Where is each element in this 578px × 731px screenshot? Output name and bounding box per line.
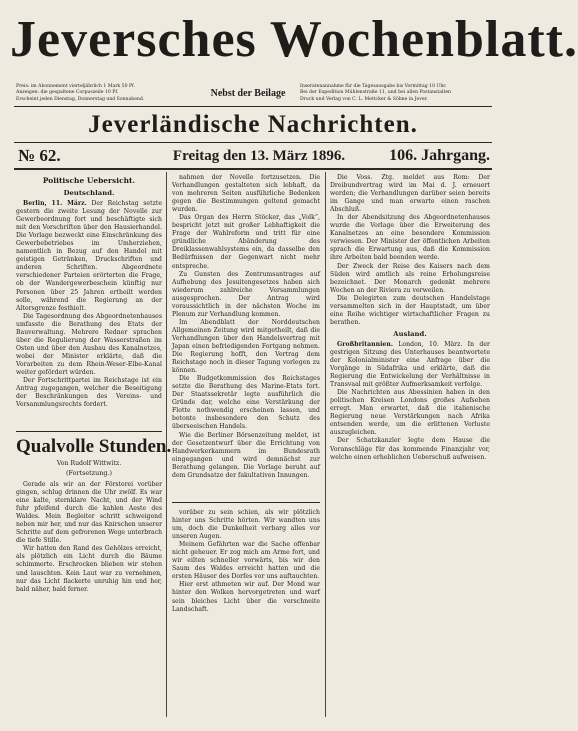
article-text: London, 10. März. In der gestrigen Sitzung des Unterhauses beantwortete der Kolonialminister eine Anfrage über die Vorgänge in Südafrika und erklärte, daß die Regierung die Entwickelung der Verhältnisse in Transvaal mit größter Aufmerksamkeit verfolge.: [330, 340, 490, 389]
divider: [16, 431, 162, 432]
rule-top: [14, 106, 492, 107]
article-paragraph: [330, 341, 490, 389]
column-3: [330, 174, 490, 714]
article-paragraph: In der Abendsitzung des Abgeordnetenhauses wurde die Vorlage über die Erweiterung des Kanalnetzes an eine besondere Kommission verwiesen. Der Minister der öffentlichen Arbeiten sprach die Erwartung aus, daß die Kommission ihre Arbeiten bald beenden werde.: [330, 214, 490, 262]
section-heading: Politische Uebersicht.: [42, 176, 136, 185]
article-paragraph: [16, 200, 162, 313]
article-paragraph: Die Delegirten zum deutschen Handelstage versammelten sich in der Hauptstadt, um über eine Reihe wichtiger wirtschaftlicher Fragen zu berathen.: [330, 294, 490, 326]
country-heading: Großbritannien.: [337, 340, 394, 348]
masthead-left-line: Anzeigen: die gespaltene Corpuszeile 10 Pf.: [16, 90, 119, 96]
masthead-center: Nebst der Beilage: [210, 88, 286, 99]
article-paragraph: Der Fortschrittpartei im Reichstage ist ein Antrag zugegangen, welcher die Beseitigung der Beschränkungen des Vereins- und Versammlungsrechts fordert.: [16, 377, 162, 409]
article-paragraph: Der Schatzkanzler legte dem Hause die Voranschläge für das kommende Finanzjahr vor, welche einen erheblichen Ueberschuß aufweisen.: [330, 437, 490, 461]
article-paragraph: Die Nachrichten aus Abessinien haben in den politischen Kreisen Londons großes Aufsehen erregt. Man erwartet, daß die italienische Regierung neue Verstärkungen nach Afrika entsenden werde, um die erlittenen Verluste auszugleichen.: [330, 389, 490, 437]
article-paragraph: Das Organ des Herrn Stöcker, das „Volk“, bespricht jetzt mit großer Lebhaftigkeit die Frage der Wahlreform und tritt für eine gründliche Abänderung des Dreiklassenwahlsystems ein, da dasselbe den Bedürfnissen der Gegenwart nicht mehr entspreche.: [172, 214, 320, 270]
masthead-left-line: Preis: im Abonnement vierteljährlich 1 Mark 50 Pf.: [16, 84, 136, 89]
story-paragraph: vorüber zu sein schien, als wir plötzlich hinter uns Schritte hörten. Wir wandten uns um, doch die Dunkelheit verbarg alles vor unseren Augen.: [172, 509, 320, 541]
masthead-right-line: Bei der Expedition Mühlenstraße 11, und bei allen Postanstalten: [300, 90, 451, 96]
story-paragraph: Gerade als wir an der Försterei vorüber gingen, schlug drinnen die Uhr zwölf. Es war eine kalte, sternklare Nacht, und der Wind fuhr pfeifend durch die kahlen Aeste des Waldes. Mein Begleiter schritt schweigend neben mir her, und nur das Knirschen unserer Schritte auf dem gefrorenen Wege unterbrach die tiefe Stille.: [16, 481, 162, 545]
issue-year: 106. Jahrgang.: [389, 147, 490, 164]
masthead-left-line: Erscheint jeden Dienstag, Donnerstag und Sonnabend.: [16, 96, 145, 102]
section-subheading: Ausland.: [393, 329, 427, 338]
issue-info: [14, 146, 492, 166]
article-text: Der Reichstag setzte gestern die zweite Lesung der Novelle zur Gewerbeordnung fort und beschäftigte sich mit den Vorschriften über den Hausierhandel. Die Vorlage bezweckt eine Einschränkung des Gewerbebetriebes im Umherziehen, namentlich in Bezug auf den Handel mit geistigen Getränken, Druckschriften und anderen Schriften. Abgeordnete verschiedener Parteien erörterten die Frage, ob der Wandergewerbeschein künftig nur Personen über 25 Jahren ertheilt werden solle, während die Regierung an der Altersgrenze festhielt.: [16, 200, 162, 312]
column-2: [172, 174, 320, 714]
masthead-left-info: [16, 84, 192, 103]
column-rule: [325, 172, 326, 717]
article-paragraph: Im Abendblatt der Norddeutschen Allgemeinen Zeitung wird mitgetheilt, daß die Verhandlungen über den Handelsvertrag mit Japan einen befriedigenden Fortgang nehmen. Die Regierung hofft, den Vertrag dem Reichstage noch in dieser Tagung vorlegen zu können.: [172, 318, 320, 375]
story-paragraph: Meinem Gefährten war die Sache offenbar nicht geheuer. Er zog mich am Arme fort, und wir eilten schneller vorwärts, bis wir den Saum des Waldes erreicht hatten und die ersten Häuser des Dorfes vor uns auftauchten.: [172, 541, 320, 581]
column-2-story: [172, 509, 320, 614]
story-author: Von Rudolf Wittwitz.: [56, 460, 122, 467]
story-title: Qualvolle Stunden.: [16, 436, 172, 457]
section-subheading: Deutschland.: [63, 189, 115, 197]
masthead-right-line: Druck und Verlag von C. L. Mettcker & Söhne in Jever.: [300, 96, 428, 102]
article-paragraph: Wie die Berliner Börsenzeitung meldet, ist der Gesetzentwurf über die Errichtung von Handwerkerkammern im Bundesrath eingegangen und wird demnächst zur Berathung gelangen. Die Vorlage beruht auf dem Grundsatze der fakultativen Innungen.: [172, 431, 320, 479]
divider: [172, 502, 320, 503]
article-paragraph: Die Voss. Ztg. meldet aus Rom: Der Dreibundvertrag wird im Mai d. J. erneuert werden; die Verhandlungen darüber seien bereits im Gange und man erwarte einen raschen Abschluß.: [330, 174, 490, 214]
story-body: [16, 481, 162, 731]
story-paragraph: Wir hatten den Rand des Gehölzes erreicht, als plötzlich ein Licht durch die Bäume schimmerte. Erschrocken blieben wir stehen und lauschten. Kein Laut war zu vernehmen, nur das Licht flackerte unruhig hin und her, bald näher, bald ferner.: [16, 545, 162, 593]
masthead-right-line: Inseratenannahme für die Tagesausgabe bis Vormittag 10 Uhr.: [300, 84, 447, 89]
issue-date: Freitag den 13. März 1896.: [172, 148, 346, 164]
dateline: Berlin, 11. März.: [23, 200, 87, 207]
article-paragraph: Der Zweck der Reise des Kaisers nach dem Süden wird amtlich als reine Erholungsreise bezeichnet. Der Monarch gedenkt mehrere Wochen an der Riviera zu verweilen.: [330, 262, 490, 294]
feuilleton: [16, 427, 172, 731]
rule-bottom: [14, 168, 492, 170]
masthead-subtitle: Jeverländische Nachrichten.: [88, 111, 418, 138]
column-2-news: [172, 174, 320, 492]
article-paragraph: Zu Gunsten des Zentrumsantrages auf Aufhebung des Jesuitengesetzes haben sich wiederum zahlreiche Versammlungen ausgesprochen. Der Antrag wird voraussichtlich in der nächsten Woche im Plenum zur Verhandlung kommen.: [172, 270, 320, 318]
article-paragraph: Die Budgetkommission des Reichstages setzte die Berathung des Marine-Etats fort. Der Staatssekretär legte ausführlich die Gründe dar, welche eine Verstärkung der Flotte nothwendig erscheinen lassen, und betonte insbesondere den Schutz des überseeischen Handels.: [172, 375, 320, 431]
issue-number: № 62.: [18, 146, 61, 165]
article-paragraph: Die Tagesordnung des Abgeordnetenhauses umfasste die Berathung des Etats der Bauverwaltung. Mehrere Redner sprachen über die Regulierung der Wasserstraßen im Osten und über den Ausbau des Kanalnetzes, wobei der Minister erklärte, daß die Vorarbeiten zu dem Rhein-Weser-Elbe-Kanal weiter gefördert würden.: [16, 312, 162, 376]
rule-mid: [14, 142, 492, 143]
masthead-right-info: [300, 84, 490, 103]
column-1: [16, 174, 162, 424]
masthead-title: Jeversches Wochenblatt.: [10, 11, 578, 68]
story-paragraph: Hier erst athmeten wir auf. Der Mond war hinter den Wolken hervorgetreten und warf sein bleiches Licht über die verschneite Landschaft.: [172, 581, 320, 613]
story-continuation: (Fortsetzung.): [66, 469, 112, 477]
article-paragraph: nahmen der Novelle fortzusetzen. Die Verhandlungen gestalteten sich lebhaft, da von mehreren Seiten ausführliche Bedenken gegen die Bestimmungen geltend gemacht wurden.: [172, 174, 320, 214]
